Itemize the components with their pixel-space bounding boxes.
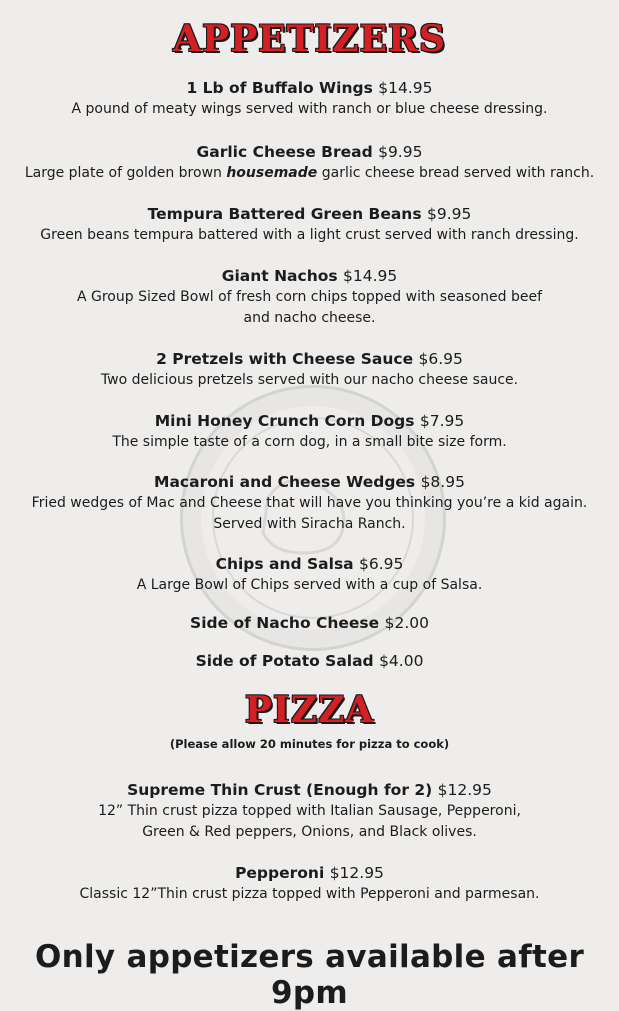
- menu-item-pretzels: [0, 348, 619, 391]
- item-price: $14.95: [343, 267, 398, 285]
- item-name: Supreme Thin Crust (Enough for 2): [127, 781, 433, 799]
- menu-item-side-nacho-cheese: [0, 612, 619, 634]
- item-name: 1 Lb of Buffalo Wings: [186, 79, 373, 97]
- pizza-heading: PIZZA: [244, 689, 375, 731]
- footer-notice: Only appetizers available after 9pm: [34, 939, 585, 1011]
- menu-item-chips-salsa: [0, 553, 619, 596]
- item-name: Side of Nacho Cheese: [190, 614, 380, 632]
- item-description: Green & Red peppers, Onions, and Black olives.: [142, 824, 477, 840]
- item-name: Macaroni and Cheese Wedges: [154, 473, 416, 491]
- item-description: Large plate of golden brown housemade garlic cheese bread served with ranch.: [24, 165, 595, 181]
- item-price: $9.95: [378, 143, 423, 161]
- item-name: Side of Potato Salad: [195, 652, 374, 670]
- item-description: Classic 12”Thin crust pizza topped with Pepperoni and parmesan.: [79, 886, 540, 902]
- menu-item-giant-nachos: [0, 265, 619, 329]
- item-price: $7.95: [419, 412, 465, 430]
- menu-item-mac-cheese-wedges: [0, 471, 619, 535]
- item-description: A Large Bowl of Chips served with a cup of Salsa.: [136, 577, 483, 593]
- item-description: A pound of meaty wings served with ranch or blue cheese dressing.: [71, 101, 548, 117]
- emphasis-text: housemade: [226, 165, 318, 181]
- item-description: Green beans tempura battered with a light crust served with ranch dressing.: [40, 227, 579, 243]
- item-name: Chips and Salsa: [215, 555, 354, 573]
- item-price: $6.95: [359, 555, 404, 573]
- item-name: Giant Nachos: [221, 267, 338, 285]
- item-description: Served with Siracha Ranch.: [213, 516, 406, 532]
- menu-item-supreme-pizza: [0, 779, 619, 843]
- item-description: A Group Sized Bowl of fresh corn chips topped with seasoned beef: [76, 289, 542, 305]
- item-price: $9.95: [426, 205, 472, 223]
- item-description: Fried wedges of Mac and Cheese that will have you thinking you’re a kid again.: [31, 495, 588, 511]
- item-name: Garlic Cheese Bread: [196, 143, 373, 161]
- menu-item-corn-dogs: [0, 410, 619, 453]
- item-description: The simple taste of a corn dog, in a small bite size form.: [112, 434, 507, 450]
- item-price: $2.00: [384, 614, 429, 632]
- item-name: Pepperoni: [235, 864, 325, 882]
- item-price: $8.95: [420, 473, 465, 491]
- item-name: Mini Honey Crunch Corn Dogs: [154, 412, 415, 430]
- appetizers-heading: APPETIZERS: [173, 18, 446, 60]
- item-name: 2 Pretzels with Cheese Sauce: [156, 350, 414, 368]
- item-name: Tempura Battered Green Beans: [147, 205, 422, 223]
- item-price: $14.95: [378, 79, 433, 97]
- menu-item-pepperoni-pizza: [0, 862, 619, 905]
- item-description: and nacho cheese.: [243, 310, 376, 326]
- item-description: Two delicious pretzels served with our nacho cheese sauce.: [100, 372, 519, 388]
- item-price: $12.95: [437, 781, 492, 799]
- item-description: 12” Thin crust pizza topped with Italian Sausage, Pepperoni,: [98, 803, 521, 819]
- item-price: $4.00: [379, 652, 424, 670]
- pizza-note: (Please allow 20 minutes for pizza to cook): [169, 737, 450, 751]
- menu-item-buffalo-wings: [0, 77, 619, 120]
- menu-item-garlic-cheese-bread: [0, 141, 619, 184]
- item-price: $6.95: [418, 350, 463, 368]
- item-price: $12.95: [329, 864, 384, 882]
- menu-item-green-beans: [0, 203, 619, 246]
- menu-item-side-potato-salad: [0, 650, 619, 672]
